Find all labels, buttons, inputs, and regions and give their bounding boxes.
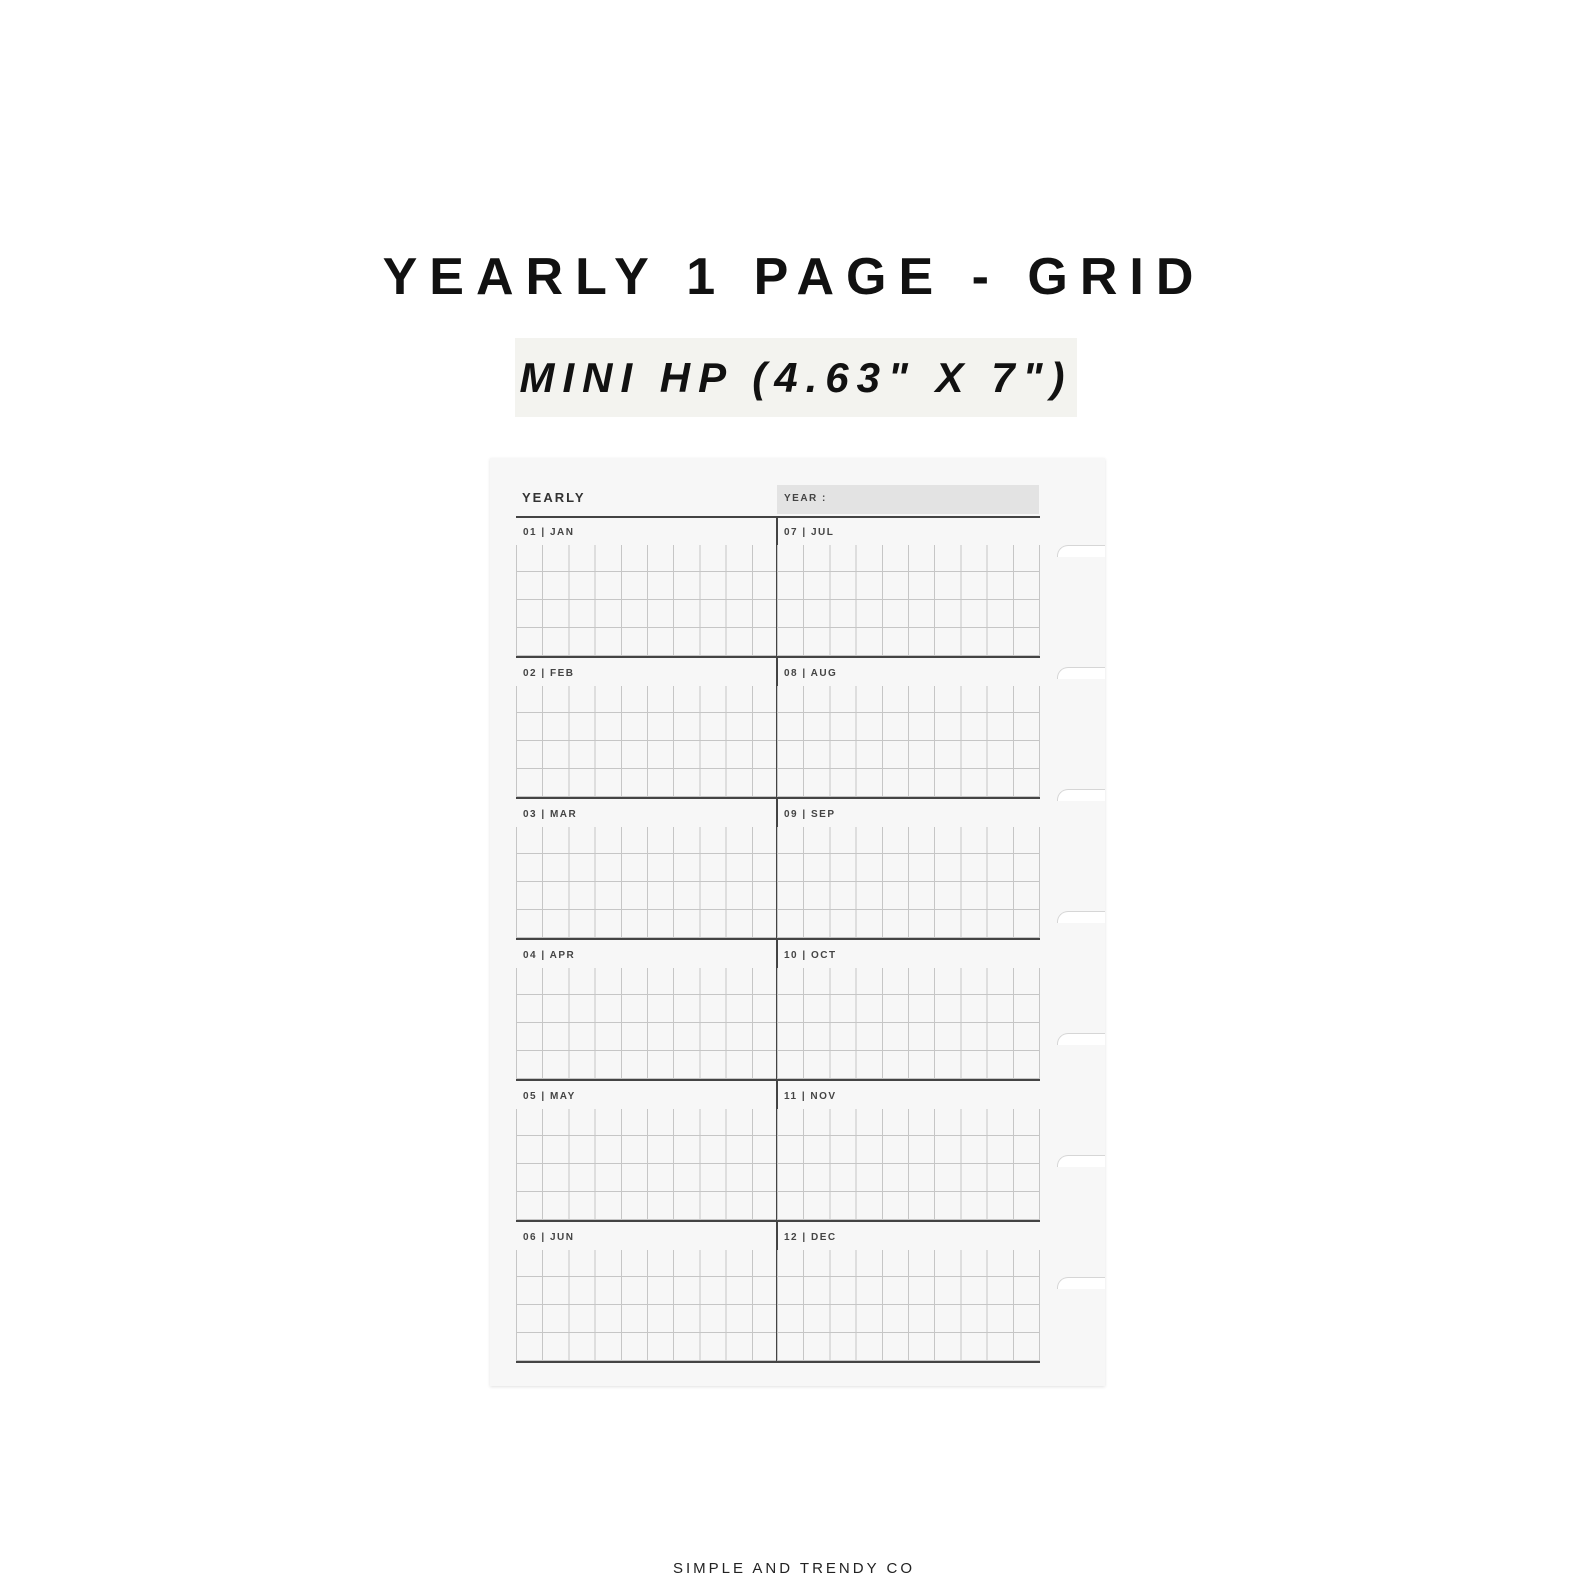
month-label-oct: 10 | OCT [784, 950, 837, 961]
divider-tab-notch [1057, 1155, 1105, 1167]
month-label-dec: 12 | DEC [784, 1232, 837, 1243]
month-label-may: 05 | MAY [523, 1091, 576, 1102]
month-grid-nov[interactable] [777, 1109, 1040, 1220]
month-label-jul: 07 | JUL [784, 527, 835, 538]
row-divider [516, 1220, 1040, 1222]
divider-tab-notch [1057, 1277, 1105, 1289]
subtitle-text: MINI HP (4.63" X 7") [519, 354, 1073, 401]
month-grid-oct[interactable] [777, 968, 1040, 1079]
brand-footer: SIMPLE AND TRENDY CO [673, 1560, 915, 1577]
subtitle-banner [515, 338, 1077, 417]
month-label-aug: 08 | AUG [784, 668, 838, 679]
month-label-mar: 03 | MAR [523, 809, 578, 820]
month-grid-may[interactable] [516, 1109, 776, 1220]
month-grid-sep[interactable] [777, 827, 1040, 938]
month-grid-dec[interactable] [777, 1250, 1040, 1361]
row-divider [516, 797, 1040, 799]
month-label-nov: 11 | NOV [784, 1091, 837, 1102]
month-grid-jun[interactable] [516, 1250, 776, 1361]
month-grid-apr[interactable] [516, 968, 776, 1079]
divider-tab-notch [1057, 545, 1105, 557]
divider-tab-notch [1057, 1033, 1105, 1045]
divider-tab-notch [1057, 911, 1105, 923]
row-divider [516, 656, 1040, 658]
planner-title: YEARLY [522, 490, 586, 505]
month-grid-feb[interactable] [516, 686, 776, 797]
month-label-apr: 04 | APR [523, 950, 576, 961]
year-field[interactable] [777, 485, 1039, 514]
row-divider [516, 1079, 1040, 1081]
divider-tab-notch [1057, 667, 1105, 679]
month-label-jun: 06 | JUN [523, 1232, 575, 1243]
page-title: YEARLY 1 PAGE - GRID [382, 248, 1206, 306]
row-divider [516, 938, 1040, 940]
month-grid-jul[interactable] [777, 545, 1040, 656]
bottom-rule [516, 1361, 1040, 1363]
month-label-sep: 09 | SEP [784, 809, 836, 820]
month-grid-aug[interactable] [777, 686, 1040, 797]
month-grid-jan[interactable] [516, 545, 776, 656]
header-rule [516, 516, 1040, 518]
month-label-jan: 01 | JAN [523, 527, 575, 538]
year-label: YEAR : [784, 493, 827, 504]
divider-tab-notch [1057, 789, 1105, 801]
month-label-feb: 02 | FEB [523, 668, 575, 679]
month-grid-mar[interactable] [516, 827, 776, 938]
